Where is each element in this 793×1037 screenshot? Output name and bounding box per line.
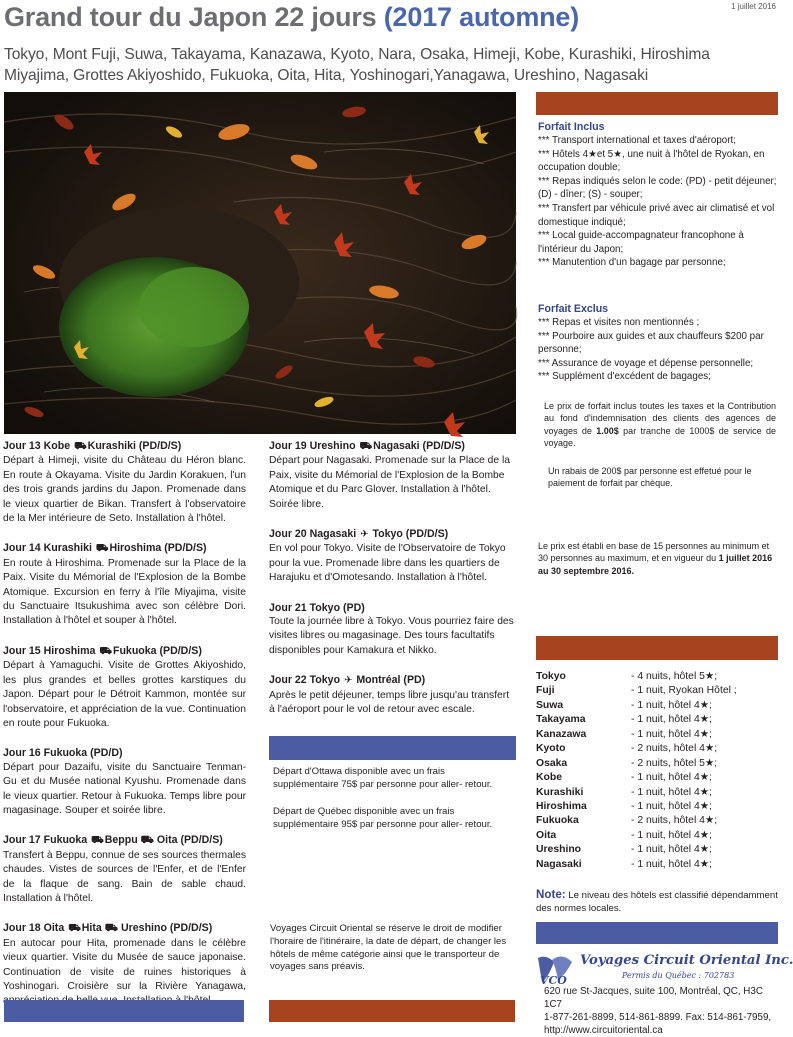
day-entry (3, 921, 246, 1008)
hotels-accent-bar (536, 636, 778, 660)
day-text: Départ pour Nagasaki. Promenade sur la Place de la Paix, visite du Mémorial de l'Explosion de la Bombe Atomique et du Parc Glover. Installation à l'hôtel. Soirée libre. (269, 455, 510, 510)
hotel-row (536, 814, 776, 828)
day-text: Après le petit déjeuner, temps libre jusqu'au transfert à l'aéroport pour le vol de retour avec escale. (269, 689, 510, 716)
hotel-city: Fuji (536, 685, 555, 697)
hotel-nights: - 1 nuit, hôtel 4★; (631, 728, 712, 740)
day-entry (269, 601, 516, 659)
bus-icon: ⛟ (68, 923, 81, 935)
day-to: Nagasaki (PD/D/S) (373, 440, 465, 452)
hotel-row (536, 786, 776, 800)
forfait-inclus (538, 120, 778, 270)
day-text: En autocar pour Hita, promenade dans le célèbre vieux quartier. Visite du Musée de sauce japonaise. Continuation de visite de ruines historiques à Yoshinogari. Croisière sur la Rivière Yanagawa, (3, 937, 246, 992)
day-to: Hiroshima (PD/D/S) (109, 542, 207, 555)
hotels-table (536, 670, 776, 872)
hotel-nights: - 1 nuit, hôtel 4★; (631, 844, 712, 856)
exclus-item: *** Supplément d'excédent de bagages; (538, 371, 711, 383)
day-entry (269, 673, 516, 717)
departures-accent-bar (269, 736, 516, 760)
day-text: Départ à Himeji, visite du Château du Héron blanc. En route à Okayama. Visite du Jardin Korakuen, l'un des trois grands jardins du Japon. Promenade dans le vieux quartier de Bikan. Transfert à l'observatoire de la Mer intérieure de Seto. Installation à l'hôtel. (3, 455, 246, 525)
day-entry (3, 833, 246, 906)
inclus-item: *** Local guide-accompagnateur francophone à l'intérieur du Japon; (538, 230, 744, 255)
day-text: Transfert à Beppu, connue de ses sources thermales chaudes. Vistes de sources de l'Enfer, et de l'Enfer de la flaque de sang. Bain de sable chaud. Installation à l'hôtel. (3, 849, 246, 904)
prix-note (538, 540, 776, 577)
day-from: Jour 22 Tokyo (269, 674, 341, 687)
taxes-note-text-end: par tranche de 1000$ de service de voyage. (544, 425, 776, 449)
day-entry (269, 527, 516, 586)
day-from: Jour 15 Hiroshima (3, 644, 96, 657)
hotel-row (536, 684, 776, 698)
hotel-city: Ureshino (536, 844, 582, 856)
bus-icon: ⛟ (91, 835, 104, 847)
inclus-item: *** Repas indiqués selon le code: (PD) - petit déjeuner; (D) - dîner; (S) - souper; (538, 175, 777, 201)
company-name: Voyages Circuit Oriental Inc. (580, 953, 793, 968)
hotel-nights: - 4 nuits, hôtel 5★; (631, 671, 718, 682)
plane-icon: ✈ (360, 529, 369, 541)
document-date: 1 juillet 2016 (731, 2, 776, 11)
company-permit: Permis du Québec : 702783 (622, 971, 735, 980)
inclus-item: *** Manutention d'un bagage par personne; (538, 257, 726, 269)
itinerary-mid-column (269, 439, 516, 718)
hotel-nights: - 1 nuit, hôtel 4★; (631, 858, 712, 870)
note-text: Le niveau des hôtels est classifié dépendamment des normes locales. (536, 890, 778, 914)
day-to: Kurashiki (PD/D/S) (87, 440, 182, 452)
day-heading (3, 644, 246, 659)
hotel-nights: - 1 nuit, Ryokan Hôtel ; (631, 685, 737, 697)
day-heading (3, 833, 246, 848)
hotel-city: Kyoto (536, 743, 566, 755)
day-text: Départ à Yamaguchi. Visite de Grottes Akiyoshido, les plus grandes et belles grottes karstiques du Japon. Départ pour le Détroit Kammon, montée sur l'observatoire, et appréciation de la vue. Continuation en route pour Fukuoka. (3, 660, 246, 729)
hotel-city: Hiroshima (536, 800, 587, 812)
day-entry (3, 439, 246, 526)
day-heading (269, 527, 516, 542)
bottom-left-bar (4, 1000, 244, 1022)
day-entry (3, 541, 246, 628)
title-accent: (2017 automne) (383, 2, 580, 32)
hotel-row (536, 829, 776, 843)
cities-list (4, 44, 776, 86)
forfait-inclus-heading: Forfait Inclus (538, 121, 605, 133)
hotel-row (536, 670, 776, 684)
day-heading (3, 439, 246, 454)
day-heading (3, 746, 246, 760)
cities-line-2: Miyajima, Grottes Akiyoshido, Fukuoka, Oita, Hita, Yoshinogari,Yanagawa, Ureshino, Nagasaki (4, 67, 649, 84)
day-from: Jour 14 Kurashiki (3, 542, 92, 555)
taxes-note (544, 400, 776, 450)
day-text: Toute la journée libre à Tokyo. Vous pourriez faire des visites libres ou magasinage. Des tours facultatifs disponibles pour Kamakura et Nikko. (269, 616, 514, 656)
day-heading (269, 439, 516, 454)
day-from: Jour 17 Fukuoka (3, 834, 88, 847)
bus-icon: ⛟ (359, 441, 373, 452)
svg-text:VCO: VCO (540, 974, 567, 987)
hotel-nights: - 1 nuit, hôtel 4★; (631, 699, 712, 711)
taxes-amount: 1.00$ (596, 425, 619, 436)
title-main: Grand tour du Japon 22 jours (4, 2, 377, 32)
day-from: Jour 18 Oita (3, 922, 65, 935)
day-text: Départ pour Dazaifu, visite du Sanctuaire Tenman-Gu et du Musée national Kyushu. Promenade dans le vieux quartier. Retour à Fukuoka. Temps libre pour magasinage. Souper et soirée libre. (3, 761, 246, 816)
bottom-mid-bar (269, 1000, 515, 1022)
hotel-city: Osaka (536, 757, 568, 769)
hotel-city: Kanazawa (536, 728, 587, 740)
day-heading (3, 921, 246, 936)
company-contact (544, 985, 780, 1037)
day-text: En route à Hiroshima. Promenade sur la Place de la Paix. Visite du Mémorial de l'Explosion de la Bombe Atomique. Excursion en ferry à l'île Miyajima, visite du Sanctuaire Itsukushima avec son célèbre Dori. Installation à l'hôtel et souper à l'hôtel. (3, 557, 246, 627)
hotel-city: Takayama (536, 714, 586, 726)
taxes-note-text: Le prix de forfait inclus toutes les taxes et la Contribution au fond d'indemnisation des clients des agences de voyages de (544, 401, 776, 436)
hotel-row (536, 728, 776, 742)
day-to: Hita ⛟ Ureshino (PD/D/S) (81, 922, 213, 935)
inclus-item: *** Transfert par véhicule privé avec air climatisé et vol domestique indiqué; (538, 202, 775, 228)
day-from: Jour 16 Fukuoka (PD/D) (3, 747, 123, 760)
day-to: Montréal (PD) (356, 674, 426, 687)
hotel-level-note (536, 889, 778, 916)
day-from: Jour 19 Ureshino (269, 440, 356, 452)
hotel-row (536, 757, 776, 771)
day-entry (3, 746, 246, 818)
plane-icon: ✈ (344, 675, 353, 687)
day-to: Tokyo (PD/D/S) (372, 528, 449, 541)
rabais-note: Un rabais de 200$ par personne est effetué pour le paiement de forfait par chèque. (548, 466, 752, 489)
itinerary-left-column (3, 439, 246, 1009)
note-label: Note: (536, 888, 566, 901)
exclus-item: *** Repas et visites non mentionnés ; (538, 317, 700, 328)
day-from: Jour 20 Nagasaki (269, 528, 357, 541)
exclus-item: *** Assurance de voyage et dépense personnelle; (538, 357, 754, 369)
day-entry (3, 644, 246, 731)
cities-line-1: Tokyo, Mont Fuji, Suwa, Takayama, Kanazawa, Kyoto, Nara, Osaka, Himeji, Kobe, Kurashiki, Hiroshima (4, 46, 710, 63)
day-heading (269, 673, 516, 688)
exclus-item: *** Pourboire aux guides et aux chauffeurs $200 par personne; (538, 330, 764, 356)
hotel-nights: - 1 nuit, hôtel 4★; (631, 829, 712, 841)
hotel-row (536, 699, 776, 713)
forfait-exclus-heading: Forfait Exclus (538, 303, 609, 315)
forfait-exclus (538, 302, 778, 384)
hotel-row (536, 843, 776, 857)
disclaimer: Voyages Circuit Oriental se réserve le droit de modifier l'horaire de l'itinéraire, la date de départ, de changer les hôtels de même catégorie ainsi que le transporteur de voyages sans préavis. (270, 923, 507, 973)
day-to: Beppu ⛟ Oita (PD/D/S) (104, 834, 223, 847)
departure-ottawa: Départ d'Ottawa disponible avec un frais supplémentaire 75$ par personne pour aller- retour. (273, 766, 493, 790)
hotel-row (536, 858, 776, 872)
day-from: Jour 21 Tokyo (PD) (269, 601, 365, 614)
hotel-nights: - 1 nuit, hôtel 4★; (631, 786, 712, 798)
bus-icon: ⛟ (95, 543, 109, 555)
hotel-city: Fukuoka (536, 815, 579, 827)
day-heading (269, 601, 516, 615)
inclus-item: *** Hôtels 4★et 5★, une nuit à l'hôtel de Ryokan, en occupation double; (538, 148, 765, 174)
hotel-city: Kurashiki (536, 786, 584, 798)
hotel-row (536, 742, 776, 756)
company-website[interactable]: http://www.circuitoriental.ca (544, 1025, 663, 1036)
hotel-nights: - 2 nuits, hôtel 4★; (631, 815, 718, 827)
company-phone: 1-877-261-8899, 514-861-8899. Fax: 514-861-7959, (544, 1012, 772, 1023)
hotel-nights: - 1 nuit, hôtel 4★; (631, 714, 712, 726)
inclus-item: *** Transport international et taxes d'aéroport; (538, 135, 736, 146)
departure-quebec: Départ de Québec disponible avec un frais supplémentaire 95$ par personne pour aller- retour. (273, 806, 493, 830)
company-address: 620 rue St-Jacques, suite 100, Montréal, QC, H3C 1C7 (544, 986, 763, 1010)
hotel-city: Kobe (536, 772, 562, 784)
day-heading (3, 541, 246, 556)
hotel-city: Oita (536, 829, 557, 841)
day-text: En vol pour Tokyo. Visite de l'Observatoire de Tokyo pour la vue. Promenade libre dans les quartiers de Harajuku et d'Omotesando. Installation à l'hôtel. (269, 543, 506, 584)
hotel-row (536, 771, 776, 785)
hotel-city: Nagasaki (536, 858, 582, 870)
bus-icon: ⛟ (99, 645, 112, 657)
company-accent-bar (536, 922, 778, 944)
autumn-stream-photo (4, 92, 516, 434)
page-title (4, 2, 579, 33)
hotel-nights: - 2 nuits, hôtel 4★; (631, 743, 718, 755)
hotel-row (536, 800, 776, 814)
top-accent-bar (536, 92, 778, 115)
photo-illustration (4, 92, 516, 434)
day-from: Jour 13 Kobe (3, 440, 71, 452)
hotel-nights: - 1 nuit, hôtel 4★; (631, 800, 712, 812)
vco-logo-icon (536, 952, 576, 986)
hotel-city: Suwa (536, 699, 564, 711)
hotel-nights: - 1 nuit, hôtel 4★; (631, 772, 712, 784)
hotel-nights: - 2 nuits, hôtel 5★; (631, 757, 718, 769)
bus-icon: ⛟ (74, 441, 87, 452)
day-entry (269, 439, 516, 512)
hotel-city: Tokyo (536, 671, 566, 682)
day-to: Fukuoka (PD/D/S) (112, 644, 202, 657)
prix-period: 1 juillet 2016 au 30 septembre 2016. (538, 553, 773, 576)
hotel-row (536, 713, 776, 727)
prix-note-text: Le prix est établi en base de 15 personnes au minimum et 30 personnes au maximum, et en vigueur du (538, 541, 770, 564)
